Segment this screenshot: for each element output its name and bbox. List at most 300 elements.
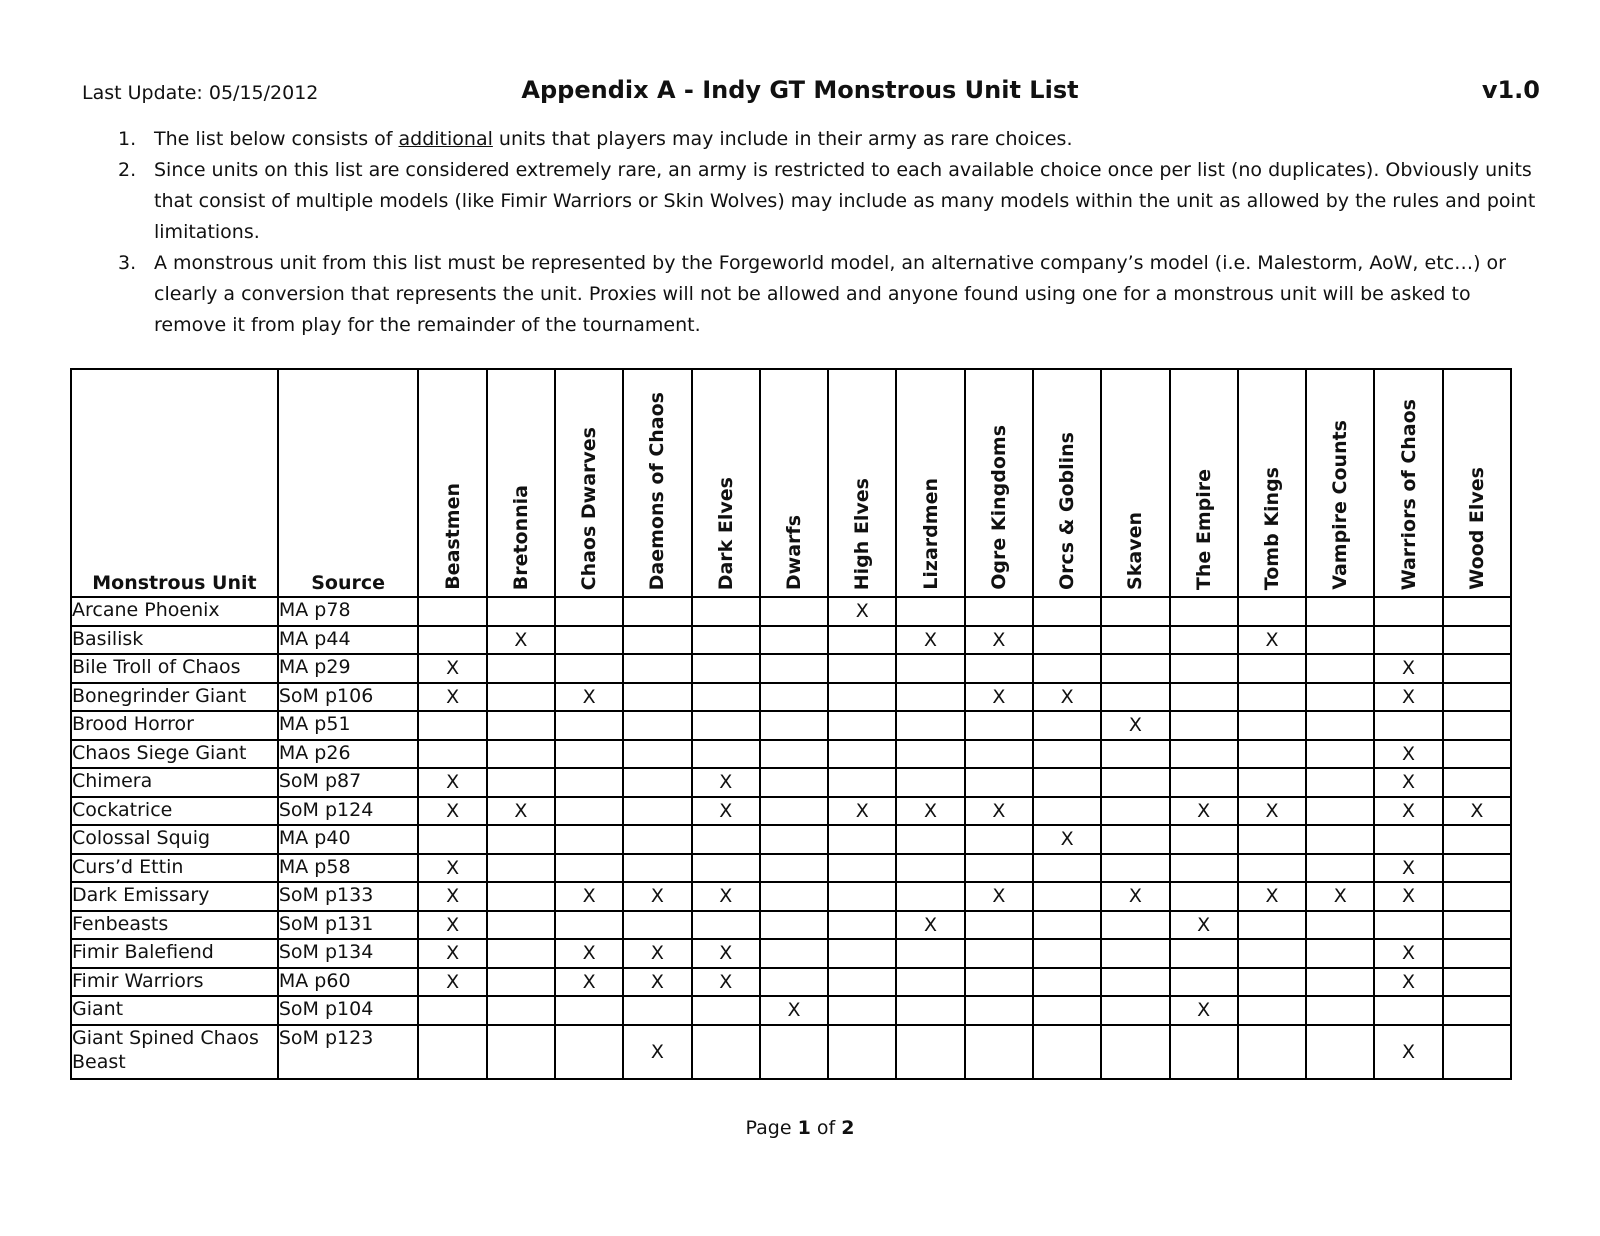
availability-cell (623, 939, 691, 968)
availability-cell (1238, 996, 1306, 1025)
availability-cell (896, 911, 964, 940)
of-label: of (816, 1117, 836, 1139)
availability-cell (1170, 939, 1238, 968)
underlined-word: additional (398, 128, 493, 150)
table-row (71, 768, 1511, 797)
source-cell: SoM p106 (278, 683, 419, 712)
availability-cell (487, 711, 555, 740)
availability-cell (555, 939, 623, 968)
availability-cell (623, 768, 691, 797)
availability-cell (1101, 854, 1169, 883)
availability-mark: X (1197, 913, 1211, 936)
availability-cell (1374, 825, 1442, 854)
availability-cell (1101, 996, 1169, 1025)
rule-number: 2. (118, 159, 137, 181)
availability-mark: X (650, 1040, 664, 1063)
availability-cell (828, 882, 896, 911)
availability-cell (828, 740, 896, 769)
availability-cell (760, 882, 828, 911)
availability-cell (965, 740, 1033, 769)
availability-cell (965, 825, 1033, 854)
availability-cell (760, 939, 828, 968)
source-cell: MA p26 (278, 740, 419, 769)
availability-mark: X (924, 628, 938, 651)
column-header-faction (896, 369, 964, 597)
availability-cell (1170, 996, 1238, 1025)
table-body (71, 597, 1511, 1079)
availability-cell (487, 882, 555, 911)
availability-mark: X (650, 970, 664, 993)
availability-cell (1238, 740, 1306, 769)
availability-mark: X (1265, 799, 1279, 822)
rules-list (112, 124, 1542, 341)
availability-cell (828, 711, 896, 740)
availability-cell (760, 768, 828, 797)
table-row (71, 911, 1511, 940)
availability-mark: X (719, 799, 733, 822)
availability-cell (1033, 626, 1101, 655)
availability-cell (692, 968, 760, 997)
availability-mark: X (446, 657, 460, 680)
availability-cell (1443, 854, 1511, 883)
faction-label: Warriors of Chaos (1397, 398, 1420, 590)
availability-cell (418, 1025, 486, 1079)
availability-cell (1374, 740, 1442, 769)
faction-label: Vampire Counts (1329, 420, 1352, 590)
source-cell: SoM p131 (278, 911, 419, 940)
unit-name-cell: Curs’d Ettin (71, 854, 278, 883)
availability-cell (896, 768, 964, 797)
availability-cell (828, 683, 896, 712)
faction-label: Daemons of Chaos (646, 391, 669, 590)
unit-name-cell: Brood Horror (71, 711, 278, 740)
availability-cell (1101, 797, 1169, 826)
source-cell: MA p58 (278, 854, 419, 883)
column-header-faction (623, 369, 691, 597)
availability-cell (760, 968, 828, 997)
availability-cell (555, 654, 623, 683)
availability-cell (1101, 597, 1169, 626)
faction-label: Bretonnia (509, 484, 532, 590)
availability-cell (555, 597, 623, 626)
availability-cell (1306, 825, 1374, 854)
rule-text: The list below consists of additional units that players may include in their army as rare choices. (154, 128, 1073, 150)
faction-label: High Elves (851, 477, 874, 590)
availability-cell (760, 740, 828, 769)
availability-cell (487, 939, 555, 968)
availability-cell (487, 996, 555, 1025)
column-header-faction (1238, 369, 1306, 597)
faction-label: Skaven (1124, 512, 1147, 590)
availability-cell (555, 1025, 623, 1079)
faction-label: Orcs & Goblins (1056, 431, 1079, 590)
availability-cell (418, 654, 486, 683)
source-cell: MA p60 (278, 968, 419, 997)
availability-cell (555, 740, 623, 769)
availability-cell (965, 797, 1033, 826)
availability-cell (487, 768, 555, 797)
availability-cell (487, 911, 555, 940)
availability-cell (692, 626, 760, 655)
availability-cell (896, 996, 964, 1025)
column-header-faction (418, 369, 486, 597)
monstrous-unit-table (70, 368, 1512, 1080)
availability-cell (1101, 768, 1169, 797)
column-header-faction (1443, 369, 1511, 597)
rule-number: 3. (118, 252, 137, 274)
availability-cell (1443, 711, 1511, 740)
availability-cell (1238, 626, 1306, 655)
availability-mark: X (719, 885, 733, 908)
availability-cell (760, 911, 828, 940)
availability-cell (760, 683, 828, 712)
unit-name-cell: Colossal Squig (71, 825, 278, 854)
availability-cell (692, 711, 760, 740)
table-row (71, 1025, 1511, 1079)
availability-mark: X (992, 628, 1006, 651)
availability-cell (623, 740, 691, 769)
availability-cell (1238, 939, 1306, 968)
availability-cell (692, 597, 760, 626)
unit-name-cell: Bonegrinder Giant (71, 683, 278, 712)
availability-cell (418, 996, 486, 1025)
availability-cell (1170, 968, 1238, 997)
availability-cell (896, 968, 964, 997)
source-cell: SoM p134 (278, 939, 419, 968)
availability-cell (692, 825, 760, 854)
rule-item (112, 155, 1542, 248)
availability-cell (623, 1025, 691, 1079)
availability-cell (828, 854, 896, 883)
source-cell: SoM p124 (278, 797, 419, 826)
unit-name-cell: Bile Troll of Chaos (71, 654, 278, 683)
availability-cell (1170, 768, 1238, 797)
availability-mark: X (1060, 685, 1074, 708)
availability-cell (1443, 683, 1511, 712)
availability-cell (555, 768, 623, 797)
availability-cell (1374, 597, 1442, 626)
unit-name-cell: Chimera (71, 768, 278, 797)
source-cell: SoM p133 (278, 882, 419, 911)
availability-mark: X (446, 771, 460, 794)
availability-cell (418, 797, 486, 826)
availability-cell (1238, 968, 1306, 997)
page-label: Page (745, 1117, 792, 1139)
availability-cell (692, 911, 760, 940)
availability-mark: X (855, 600, 869, 623)
availability-cell (760, 825, 828, 854)
availability-cell (418, 683, 486, 712)
availability-cell (487, 825, 555, 854)
availability-cell (1374, 854, 1442, 883)
availability-cell (1170, 683, 1238, 712)
availability-cell (555, 882, 623, 911)
availability-cell (828, 768, 896, 797)
availability-cell (828, 626, 896, 655)
availability-cell (896, 797, 964, 826)
availability-cell (828, 825, 896, 854)
unit-name-cell: Giant (71, 996, 278, 1025)
availability-cell (1101, 1025, 1169, 1079)
availability-cell (623, 683, 691, 712)
availability-cell (418, 854, 486, 883)
availability-cell (623, 626, 691, 655)
version-label: v1.0 (1481, 76, 1540, 104)
availability-cell (1374, 911, 1442, 940)
rule-text: A monstrous unit from this list must be represented by the Forgeworld model, an alternative company’s model (i.e. Malestorm, AoW, etc…) or clearly a conversion that represents the unit. Proxies will not be allowed and anyone found using one for a monstrous unit will be asked to remove it from play for the remainder of the tournament. (154, 252, 1506, 336)
availability-cell (623, 797, 691, 826)
availability-cell (828, 654, 896, 683)
availability-mark: X (1402, 657, 1416, 680)
availability-cell (1170, 825, 1238, 854)
table-row (71, 825, 1511, 854)
availability-cell (828, 911, 896, 940)
availability-mark: X (1402, 1040, 1416, 1063)
availability-cell (1170, 626, 1238, 655)
availability-cell (1374, 768, 1442, 797)
page-number: 1 (797, 1117, 811, 1139)
unit-name-cell: Arcane Phoenix (71, 597, 278, 626)
availability-mark: X (1265, 628, 1279, 651)
availability-cell (1170, 854, 1238, 883)
unit-name-cell: Cockatrice (71, 797, 278, 826)
availability-cell (1443, 740, 1511, 769)
table-row (71, 854, 1511, 883)
availability-cell (623, 882, 691, 911)
availability-cell (1033, 1025, 1101, 1079)
availability-mark: X (855, 799, 869, 822)
availability-cell (1033, 768, 1101, 797)
availability-cell (1033, 654, 1101, 683)
column-header-source: Source (278, 369, 419, 597)
availability-mark: X (719, 771, 733, 794)
availability-cell (1033, 996, 1101, 1025)
availability-cell (692, 882, 760, 911)
availability-cell (760, 797, 828, 826)
availability-cell (965, 654, 1033, 683)
faction-label: Tomb Kings (1260, 466, 1283, 590)
availability-cell (1306, 683, 1374, 712)
unit-name-cell: Giant Spined Chaos Beast (71, 1025, 278, 1079)
availability-mark: X (992, 685, 1006, 708)
source-cell: MA p40 (278, 825, 419, 854)
column-header-faction (555, 369, 623, 597)
availability-cell (1170, 882, 1238, 911)
availability-cell (965, 882, 1033, 911)
page-header (0, 72, 1600, 112)
availability-cell (692, 939, 760, 968)
table-row (71, 654, 1511, 683)
availability-cell (1033, 911, 1101, 940)
availability-cell (1306, 626, 1374, 655)
faction-label: The Empire (1192, 468, 1215, 590)
availability-cell (828, 996, 896, 1025)
availability-mark: X (582, 970, 596, 993)
table-row (71, 597, 1511, 626)
rule-number: 1. (118, 128, 137, 150)
unit-name-cell: Fenbeasts (71, 911, 278, 940)
source-cell: MA p51 (278, 711, 419, 740)
availability-cell (760, 854, 828, 883)
availability-mark: X (1333, 885, 1347, 908)
availability-cell (965, 711, 1033, 740)
availability-cell (1238, 797, 1306, 826)
availability-mark: X (446, 885, 460, 908)
availability-cell (896, 740, 964, 769)
availability-mark: X (787, 999, 801, 1022)
availability-cell (1306, 768, 1374, 797)
availability-mark: X (1197, 799, 1211, 822)
column-header-faction (1306, 369, 1374, 597)
availability-cell (418, 968, 486, 997)
availability-mark: X (582, 885, 596, 908)
table-row (71, 711, 1511, 740)
table-row (71, 683, 1511, 712)
availability-cell (1101, 654, 1169, 683)
availability-mark: X (1402, 942, 1416, 965)
availability-mark: X (650, 942, 664, 965)
source-cell: MA p78 (278, 597, 419, 626)
availability-mark: X (1402, 885, 1416, 908)
availability-cell (1306, 882, 1374, 911)
availability-cell (692, 797, 760, 826)
source-cell: SoM p104 (278, 996, 419, 1025)
table-header-row (71, 369, 1511, 597)
availability-mark: X (582, 942, 596, 965)
availability-cell (1443, 968, 1511, 997)
availability-cell (965, 939, 1033, 968)
availability-cell (965, 996, 1033, 1025)
availability-mark: X (924, 799, 938, 822)
availability-cell (1101, 939, 1169, 968)
unit-name-cell: Basilisk (71, 626, 278, 655)
availability-cell (896, 683, 964, 712)
availability-cell (1170, 654, 1238, 683)
availability-cell (760, 654, 828, 683)
availability-cell (896, 854, 964, 883)
availability-cell (896, 882, 964, 911)
availability-cell (1374, 711, 1442, 740)
availability-cell (1101, 626, 1169, 655)
availability-cell (1101, 711, 1169, 740)
availability-cell (1374, 1025, 1442, 1079)
availability-cell (1374, 939, 1442, 968)
availability-cell (1306, 911, 1374, 940)
faction-label: Lizardmen (919, 478, 942, 590)
availability-cell (896, 711, 964, 740)
source-cell: MA p29 (278, 654, 419, 683)
availability-cell (1374, 996, 1442, 1025)
availability-cell (487, 654, 555, 683)
availability-cell (487, 597, 555, 626)
availability-cell (487, 854, 555, 883)
source-cell: SoM p87 (278, 768, 419, 797)
availability-cell (692, 740, 760, 769)
availability-mark: X (650, 885, 664, 908)
availability-cell (555, 911, 623, 940)
availability-cell (1170, 597, 1238, 626)
availability-mark: X (1402, 771, 1416, 794)
availability-mark: X (446, 970, 460, 993)
availability-cell (1306, 654, 1374, 683)
availability-cell (1033, 854, 1101, 883)
availability-cell (692, 996, 760, 1025)
availability-cell (1033, 711, 1101, 740)
availability-cell (692, 654, 760, 683)
availability-cell (1101, 825, 1169, 854)
availability-cell (1170, 711, 1238, 740)
availability-cell (760, 996, 828, 1025)
faction-label: Ogre Kingdoms (987, 425, 1010, 590)
column-header-faction (760, 369, 828, 597)
availability-cell (1374, 654, 1442, 683)
availability-cell (896, 626, 964, 655)
availability-cell (1443, 654, 1511, 683)
table-row (71, 882, 1511, 911)
availability-cell (418, 882, 486, 911)
availability-mark: X (992, 885, 1006, 908)
availability-cell (1238, 911, 1306, 940)
availability-cell (965, 1025, 1033, 1079)
availability-cell (623, 968, 691, 997)
availability-mark: X (1402, 970, 1416, 993)
availability-cell (418, 825, 486, 854)
availability-cell (896, 825, 964, 854)
availability-cell (1101, 911, 1169, 940)
availability-cell (1443, 882, 1511, 911)
availability-cell (555, 968, 623, 997)
availability-cell (1033, 939, 1101, 968)
table-row (71, 968, 1511, 997)
availability-cell (1306, 854, 1374, 883)
availability-cell (623, 825, 691, 854)
availability-cell (1033, 797, 1101, 826)
availability-mark: X (1402, 742, 1416, 765)
availability-cell (1170, 911, 1238, 940)
availability-cell (1033, 968, 1101, 997)
availability-cell (760, 1025, 828, 1079)
availability-cell (623, 854, 691, 883)
availability-cell (1238, 683, 1306, 712)
availability-mark: X (1265, 885, 1279, 908)
availability-cell (1170, 1025, 1238, 1079)
availability-cell (1306, 939, 1374, 968)
page-total: 2 (841, 1117, 855, 1139)
availability-cell (623, 711, 691, 740)
column-header-faction (828, 369, 896, 597)
availability-cell (1170, 740, 1238, 769)
availability-cell (487, 968, 555, 997)
availability-cell (487, 626, 555, 655)
availability-mark: X (446, 856, 460, 879)
availability-cell (623, 597, 691, 626)
availability-cell (1374, 683, 1442, 712)
availability-cell (1238, 854, 1306, 883)
availability-mark: X (446, 942, 460, 965)
availability-mark: X (1470, 799, 1484, 822)
availability-mark: X (1197, 999, 1211, 1022)
availability-cell (965, 911, 1033, 940)
unit-name-cell: Fimir Balefiend (71, 939, 278, 968)
availability-cell (1033, 825, 1101, 854)
availability-cell (555, 797, 623, 826)
table-row (71, 939, 1511, 968)
availability-cell (1238, 825, 1306, 854)
availability-cell (487, 740, 555, 769)
unit-name-cell: Dark Emissary (71, 882, 278, 911)
availability-cell (692, 854, 760, 883)
availability-cell (896, 939, 964, 968)
